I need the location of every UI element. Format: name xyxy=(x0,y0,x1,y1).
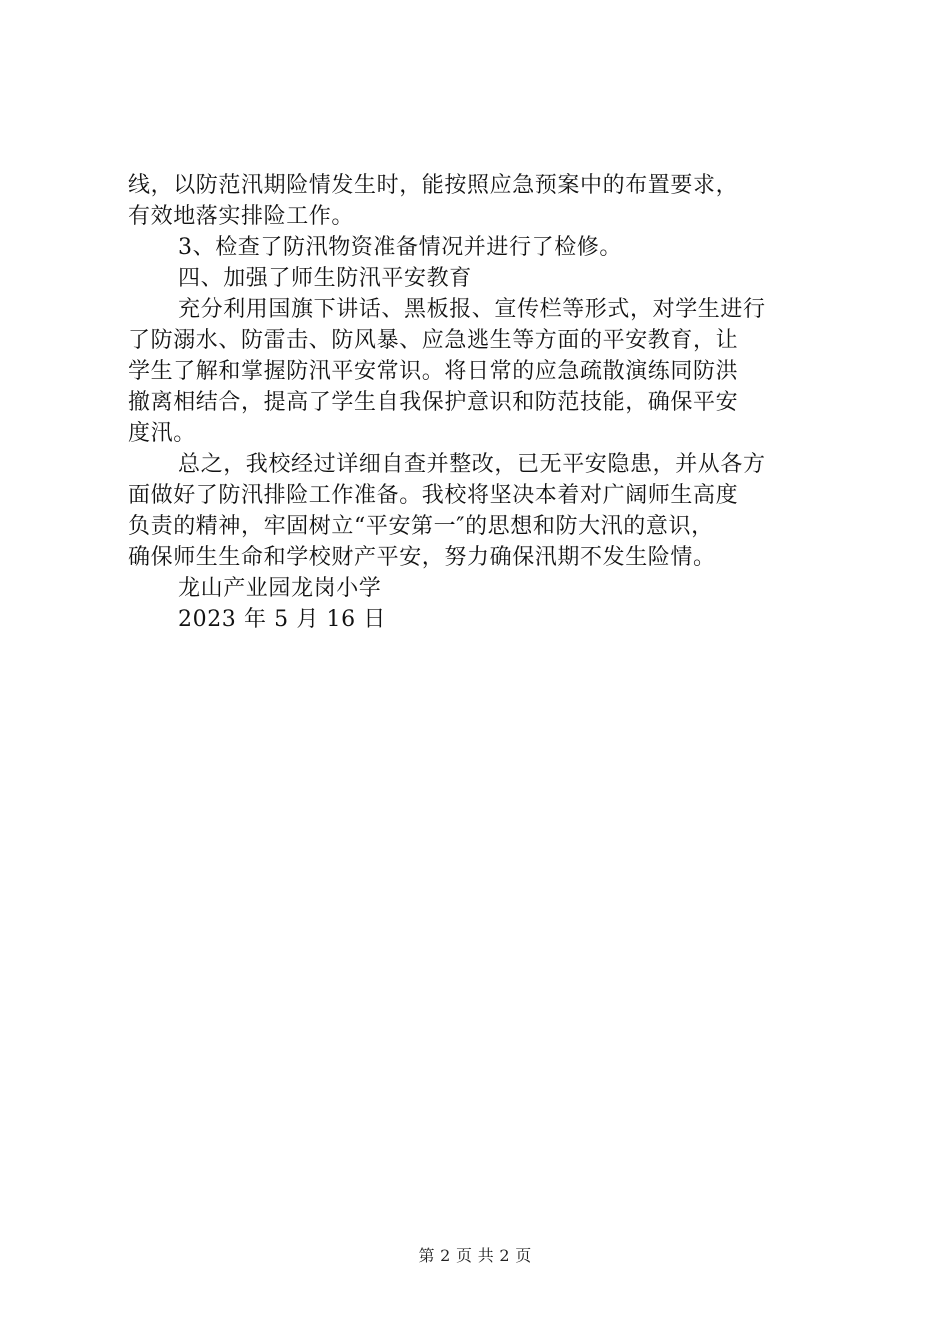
text-line: 度汛。 xyxy=(128,421,196,446)
text-line: 四、加强了师生防汛平安教育 xyxy=(178,266,472,291)
text-line: 3、检查了防汛物资准备情况并进行了检修。 xyxy=(178,235,622,260)
text-line: 线，以防范汛期险情发生时，能按照应急预案中的布置要求， xyxy=(128,173,739,198)
text-line: 总之，我校经过详细自查并整改，已无平安隐患，并从各方 xyxy=(178,452,766,477)
text-line: 龙山产业园龙岗小学 xyxy=(178,576,382,601)
page-footer xyxy=(0,1243,950,1266)
text-line: 学生了解和掌握防汛平安常识。将日常的应急疏散演练同防洪 xyxy=(128,359,739,384)
text-line: 充分利用国旗下讲话、黑板报、宣传栏等形式，对学生进行 xyxy=(178,297,766,322)
text-line: 有效地落实排险工作。 xyxy=(128,204,355,229)
text-line: 撤离相结合，提高了学生自我保护意识和防范技能，确保平安 xyxy=(128,390,739,415)
text-line: 面做好了防汛排险工作准备。我校将坚决本着对广阔师生高度 xyxy=(128,483,739,508)
document-body xyxy=(128,170,834,635)
text-line: 2023 年 5 月 16 日 xyxy=(178,607,386,632)
text-line: 负责的精神，牢固树立“平安第一″的思想和防大汛的意识， xyxy=(128,514,714,539)
page-number-label: 第 2 页 共 2 页 xyxy=(418,1246,532,1265)
text-line: 确保师生生命和学校财产平安，努力确保汛期不发生险情。 xyxy=(128,545,716,570)
text-line: 了防溺水、防雷击、防风暴、应急逃生等方面的平安教育，让 xyxy=(128,328,739,353)
